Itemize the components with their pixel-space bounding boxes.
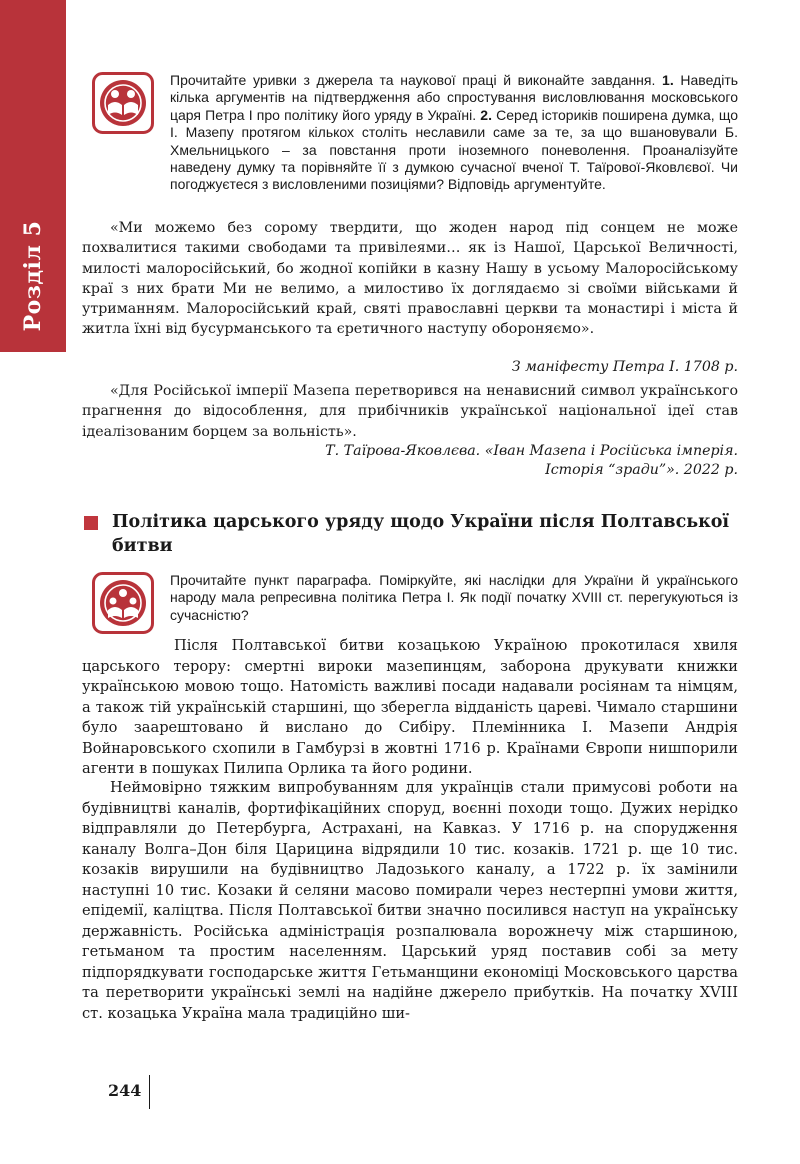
source-reading-icon bbox=[92, 572, 154, 634]
body-paragraph-1: Після Полтавської битви козацькою Україною прокотилася хвиля царського терору: смертні вироки мазепинцям, заборона друкувати книжки українською мовою тощо. Натомість важливі посади надавали росіянам та німцям, а також тій українській старшині, що зберегла відданість цареві. Чимало старшини було заарештовано й вислано до Сибіру. Племінника І. Мазепи Андрія Войнаровського схопили в Гамбурзі в жовтні 1716 р. Країнами Європи нишпорили агенти в пошуках Пилипа Орлика та його родини. bbox=[82, 637, 738, 777]
quote-2-source-line-2: Історія “зради”». 2022 р. bbox=[545, 462, 738, 478]
page-number-rule bbox=[149, 1075, 150, 1109]
chapter-side-tab bbox=[0, 0, 66, 352]
quote-tairova: «Для Російської імперії Мазепа перетворився на ненависний символ українського прагнення до відособлення, для прибічників української національної ідеї став ідеалізованим борцем за вольність». bbox=[82, 383, 738, 440]
task-2 bbox=[170, 572, 738, 624]
task-1-item-1: Наведіть кілька аргументів на підтвердження або спростування висловлювання московського царя Петра І про політику його уряду в Україні. bbox=[170, 72, 739, 123]
quote-2-source-line-1: Т. Таїрова-Яковлєва. «Іван Мазепа і Російська імперія. bbox=[325, 443, 738, 459]
section-marker bbox=[84, 516, 98, 530]
task-1-intro: Прочитайте уривки з джерела та наукової праці й виконайте завдання. bbox=[170, 72, 656, 88]
chapter-label: Розділ 5 bbox=[20, 220, 46, 332]
task-1-item-1-number: 1. bbox=[662, 72, 674, 88]
body-paragraph-2: Неймовірно тяжким випробуванням для українців стали примусові роботи на будівництві каналів, фортифікаційних споруд, воєнні походи тощо. Дужих нерідко відправляли до Петербурга, Астрахані, на Кавказ. У 1716 р. на спорудження каналу Волга–Дон біля Царицина відрядили 10 тис. козаків. 1721 р. ще 10 тис. козаків вирушили на будівництво Ладозького каналу, а 1722 р. їх замінили наступні 10 тис. Козаки й селяни масово помирали через нестерпні умови життя, епідемії, каліцтва. Після Полтавської битви значно посилився наступ на українську державність. Російська адміністрація розпалювала ворожнечу між старшиною, гетьманом та простим населенням. Царський уряд поставив собі за мету підпорядкувати господарське життя Гетьманщини економіці Московського царства та перетворити українські землі на надійне джерело прибутків. На початку XVIII ст. козацька Україна мала традиційно ши- bbox=[82, 779, 738, 1022]
task-1-item-2-number: 2. bbox=[480, 106, 492, 123]
quote-peter-manifesto: «Ми можемо без сорому твердити, що жоден народ під сонцем не може похвалитися такими свободами та привілеями… як із Нашої, Царської Величності, милості малоросійський, бо жодної копійки в казну Нашу в усьому Малоросійському краї з них брати Ми не велимо, а милостиво їх доглядаємо зі своїми військами й утриманням. Малоросійський край, святі православні церкви та монастирі і міста й житла їхні від бусурманського та єретичного наступу обороняємо». bbox=[82, 220, 738, 338]
source-reading-icon bbox=[92, 72, 154, 134]
task-2-text: Прочитайте пункт параграфа. Поміркуйте, які наслідки для України й українського народу мала репресивна політика Петра І. Як події початку XVIII ст. перегукуються із сучасністю? bbox=[170, 572, 738, 623]
section-title: Політика царського уряду щодо України після Полтавської битви bbox=[112, 512, 730, 556]
page-number: 244 bbox=[108, 1081, 142, 1100]
task-1-item-2: Серед істориків поширена думка, що І. Мазепу протягом кількох століть неславили саме за те, за що вшановували Б. Хмельницького – за повстання проти іноземного поневолення. Проаналізуйте наведену думку та порівняйте її з думкою сучасної вченої Т. Таїрової-Яковлєвої. Чи погоджуєтеся з висловленими позиціями? Відповідь аргументуйте. bbox=[170, 106, 739, 193]
task-1 bbox=[170, 72, 738, 194]
quote-1-source: З маніфесту Петра І. 1708 р. bbox=[511, 359, 738, 375]
